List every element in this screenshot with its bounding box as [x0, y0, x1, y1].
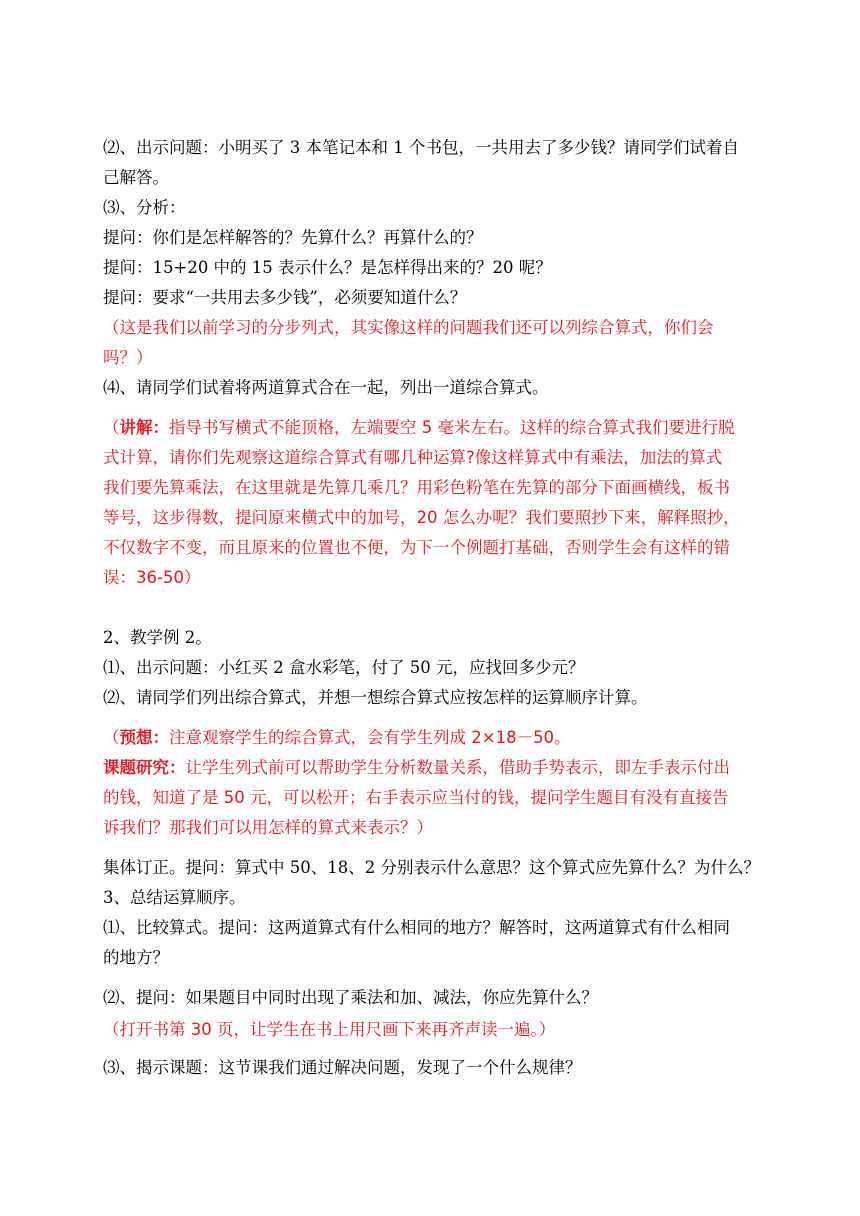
note-line: 不仅数字不变，而且原来的位置也不便，为下一个例题打基础，否则学生会有这样的错	[103, 538, 730, 557]
open-paren: （	[103, 728, 120, 747]
note-line	[103, 418, 763, 438]
note-line: （这是我们以前学习的分步列式，其实像这样的问题我们还可以列综合算式，你们会	[103, 318, 714, 337]
note-text: 注意观察学生的综合算式，会有学生列成 2×18－50。	[169, 728, 571, 747]
text-line: ⑶、分析：	[103, 198, 186, 217]
text-line: ⑴、比较算式。提问：这两道算式有什么相同的地方？解答时，这两道算式有什么相同	[103, 918, 730, 937]
note-line: 误：36-50）	[103, 568, 201, 587]
text-line: ⑷、请同学们试着将两道算式合在一起，列出一道综合算式。	[103, 378, 549, 397]
note-line: 吗？）	[103, 348, 153, 367]
note-line: 诉我们？那我们可以用怎样的算式来表示？）	[103, 818, 433, 837]
text-line: ⑶、揭示课题：这节课我们通过解决问题，发现了一个什么规律？	[103, 1058, 582, 1077]
text-line: 提问：15+20 中的 15 表示什么？是怎样得出来的？20 呢？	[103, 258, 552, 277]
note-line: 的钱，知道了是 50 元，可以松开；右手表示应当付的钱，提问学生题目有没有直接告	[103, 788, 729, 807]
open-paren: （	[103, 418, 120, 437]
text-line: ⑵、请同学们列出综合算式，并想一想综合算式应按怎样的运算顺序计算。	[103, 688, 648, 707]
text-line: 集体订正。提问：算式中 50、18、2 分别表示什么意思？这个算式应先算什么？为什么？	[103, 858, 760, 877]
text-line: ⑴、出示问题：小红买 2 盒水彩笔，付了 50 元，应找回多少元？	[103, 658, 585, 677]
text-line: 提问：要求“一共用去多少钱”，必须要知道什么？	[103, 288, 467, 307]
text-line: 提问：你们是怎样解答的？先算什么？再算什么的？	[103, 228, 483, 247]
section-heading: 2、教学例 2。	[103, 628, 212, 647]
note-line: 等号，这步得数，提问原来横式中的加号，20 怎么办呢？我们要照抄下来，解释照抄，	[103, 508, 740, 527]
text-line: 己解答。	[103, 168, 169, 187]
note-label-yuxiang: 预想：	[119, 728, 169, 747]
note-text: 让学生列式前可以帮助学生分析数量关系，借助手势表示，即左手表示付出	[185, 758, 730, 777]
text-line: 的地方？	[103, 948, 169, 967]
note-line: 我们要先算乘法，在这里就是先算几乘几？用彩色粉笔在先算的部分下面画横线，板书	[103, 478, 730, 497]
note-line: （打开书第 30 页，让学生在书上用尺画下来再齐声读一遍。）	[103, 1020, 556, 1039]
note-label-jiangjie: 讲解：	[119, 418, 169, 437]
text-line: ⑵、提问：如果题目中同时出现了乘法和加、减法，你应先算什么？	[103, 988, 598, 1007]
note-text: 指导书写横式不能顶格，左端要空 5 毫米左右。这样的综合算式我们要进行脱	[169, 418, 735, 437]
section-heading: 3、总结运算顺序。	[103, 888, 246, 907]
note-line: 式计算，请你们先观察这道综合算式有哪几种运算?像这样算式中有乘法，加法的算式	[103, 448, 723, 467]
note-label-ketiyanjiu: 课题研究：	[103, 758, 186, 777]
note-line	[103, 758, 763, 778]
text-line: ⑵、出示问题：小明买了 3 本笔记本和 1 个书包，一共用去了多少钱？请同学们试着自	[103, 138, 739, 157]
note-line	[103, 728, 763, 748]
